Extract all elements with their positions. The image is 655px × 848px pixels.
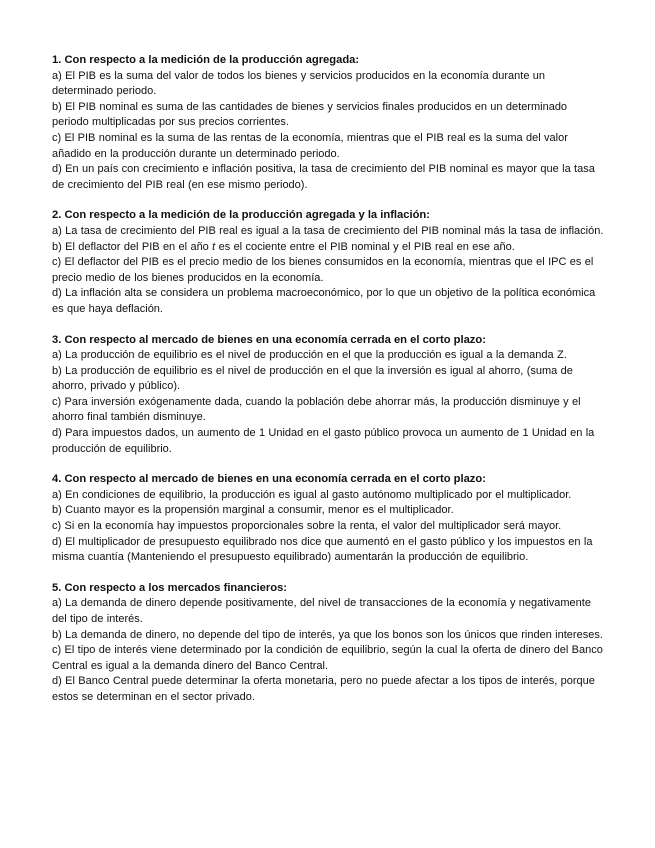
question-1	[52, 53, 604, 193]
question-title: 1. Con respecto a la medición de la producción agregada:	[52, 54, 360, 66]
option-c: c) El tipo de interés viene determinado por la condición de equilibrio, según la cual la oferta de dinero del Banco Central es igual a la demanda dinero del Banco Central.	[52, 644, 603, 672]
option-a: a) La producción de equilibrio es el nivel de producción en el que la producción es igual a la demanda Z.	[52, 349, 567, 362]
question-3	[52, 333, 604, 458]
question-5	[52, 581, 604, 706]
option-a: a) La tasa de crecimiento del PIB real es igual a la tasa de crecimiento del PIB nominal más la tasa de inflación.	[52, 224, 604, 237]
question-2	[52, 208, 604, 317]
document-page	[52, 53, 604, 721]
option-c: c) El PIB nominal es la suma de las rentas de la economía, mientras que el PIB real es la suma del valor añadido en la producción durante un determinado periodo.	[52, 131, 568, 160]
option-b: b) El PIB nominal es suma de las cantidades de bienes y servicios finales producidos en un determinado periodo multiplicadas por sus precios corrientes.	[52, 100, 568, 129]
option-a: a) La demanda de dinero depende positivamente, del nivel de transacciones de la economía y negativamente del tipo de interés.	[52, 597, 591, 625]
option-d: d) En un país con crecimiento e inflación positiva, la tasa de crecimiento del PIB nominal es mayor que la tasa de crecimiento del PIB real (en ese mismo periodo).	[52, 163, 595, 191]
option-b: b) El deflactor del PIB en el año t es el cociente entre el PIB nominal y el PIB real en ese año.	[52, 240, 515, 253]
option-b: b) La demanda de dinero, no depende del tipo de interés, ya que los bonos son los únicos que rinden intereses.	[52, 628, 603, 641]
option-b: b) La producción de equilibrio es el nivel de producción en el que la inversión es igual al ahorro, (suma de ahorro, privado y público).	[52, 364, 573, 393]
question-title: 2. Con respecto a la medición de la producción agregada y la inflación:	[52, 209, 430, 222]
option-c: c) Si en la economía hay impuestos proporcionales sobre la renta, el valor del multiplicador será mayor.	[52, 520, 562, 533]
option-a: a) El PIB es la suma del valor de todos los bienes y servicios producidos en la economía durante un determinado periodo.	[52, 69, 546, 98]
question-title: 4. Con respecto al mercado de bienes en una economía cerrada en el corto plazo:	[52, 473, 486, 486]
option-d: d) El Banco Central puede determinar la oferta monetaria, pero no puede afectar a los tipos de interés, porque estos se determinan en el sector privado.	[52, 675, 595, 703]
option-c: c) Para inversión exógenamente dada, cuando la población debe ahorrar más, la producción disminuye y el ahorro final también disminuye.	[52, 395, 581, 424]
option-a: a) En condiciones de equilibrio, la producción es igual al gasto autónomo multiplicado por el multiplicador.	[52, 488, 572, 501]
option-d: d) El multiplicador de presupuesto equilibrado nos dice que aumentó en el gasto público y los impuestos en la misma cuantía (Manteniendo el presupuesto equilibrado) aumentarán la producción de equilibrio.	[52, 535, 593, 564]
option-d: d) Para impuestos dados, un aumento de 1 Unidad en el gasto público provoca un aumento de 1 Unidad en la producción de equilibrio.	[52, 427, 595, 455]
question-4	[52, 472, 604, 566]
option-b: b) Cuanto mayor es la propensión marginal a consumir, menor es el multiplicador.	[52, 504, 454, 517]
question-title: 3. Con respecto al mercado de bienes en una economía cerrada en el corto plazo:	[52, 333, 486, 346]
question-title: 5. Con respecto a los mercados financieros:	[52, 581, 288, 594]
option-d: d) La inflación alta se considera un problema macroeconómico, por lo que un objetivo de la política económica es que haya deflación.	[52, 287, 596, 315]
option-c: c) El deflactor del PIB es el precio medio de los bienes consumidos en la economía, mientras que el IPC es el precio medio de los bienes producidos en la economía.	[52, 256, 594, 284]
